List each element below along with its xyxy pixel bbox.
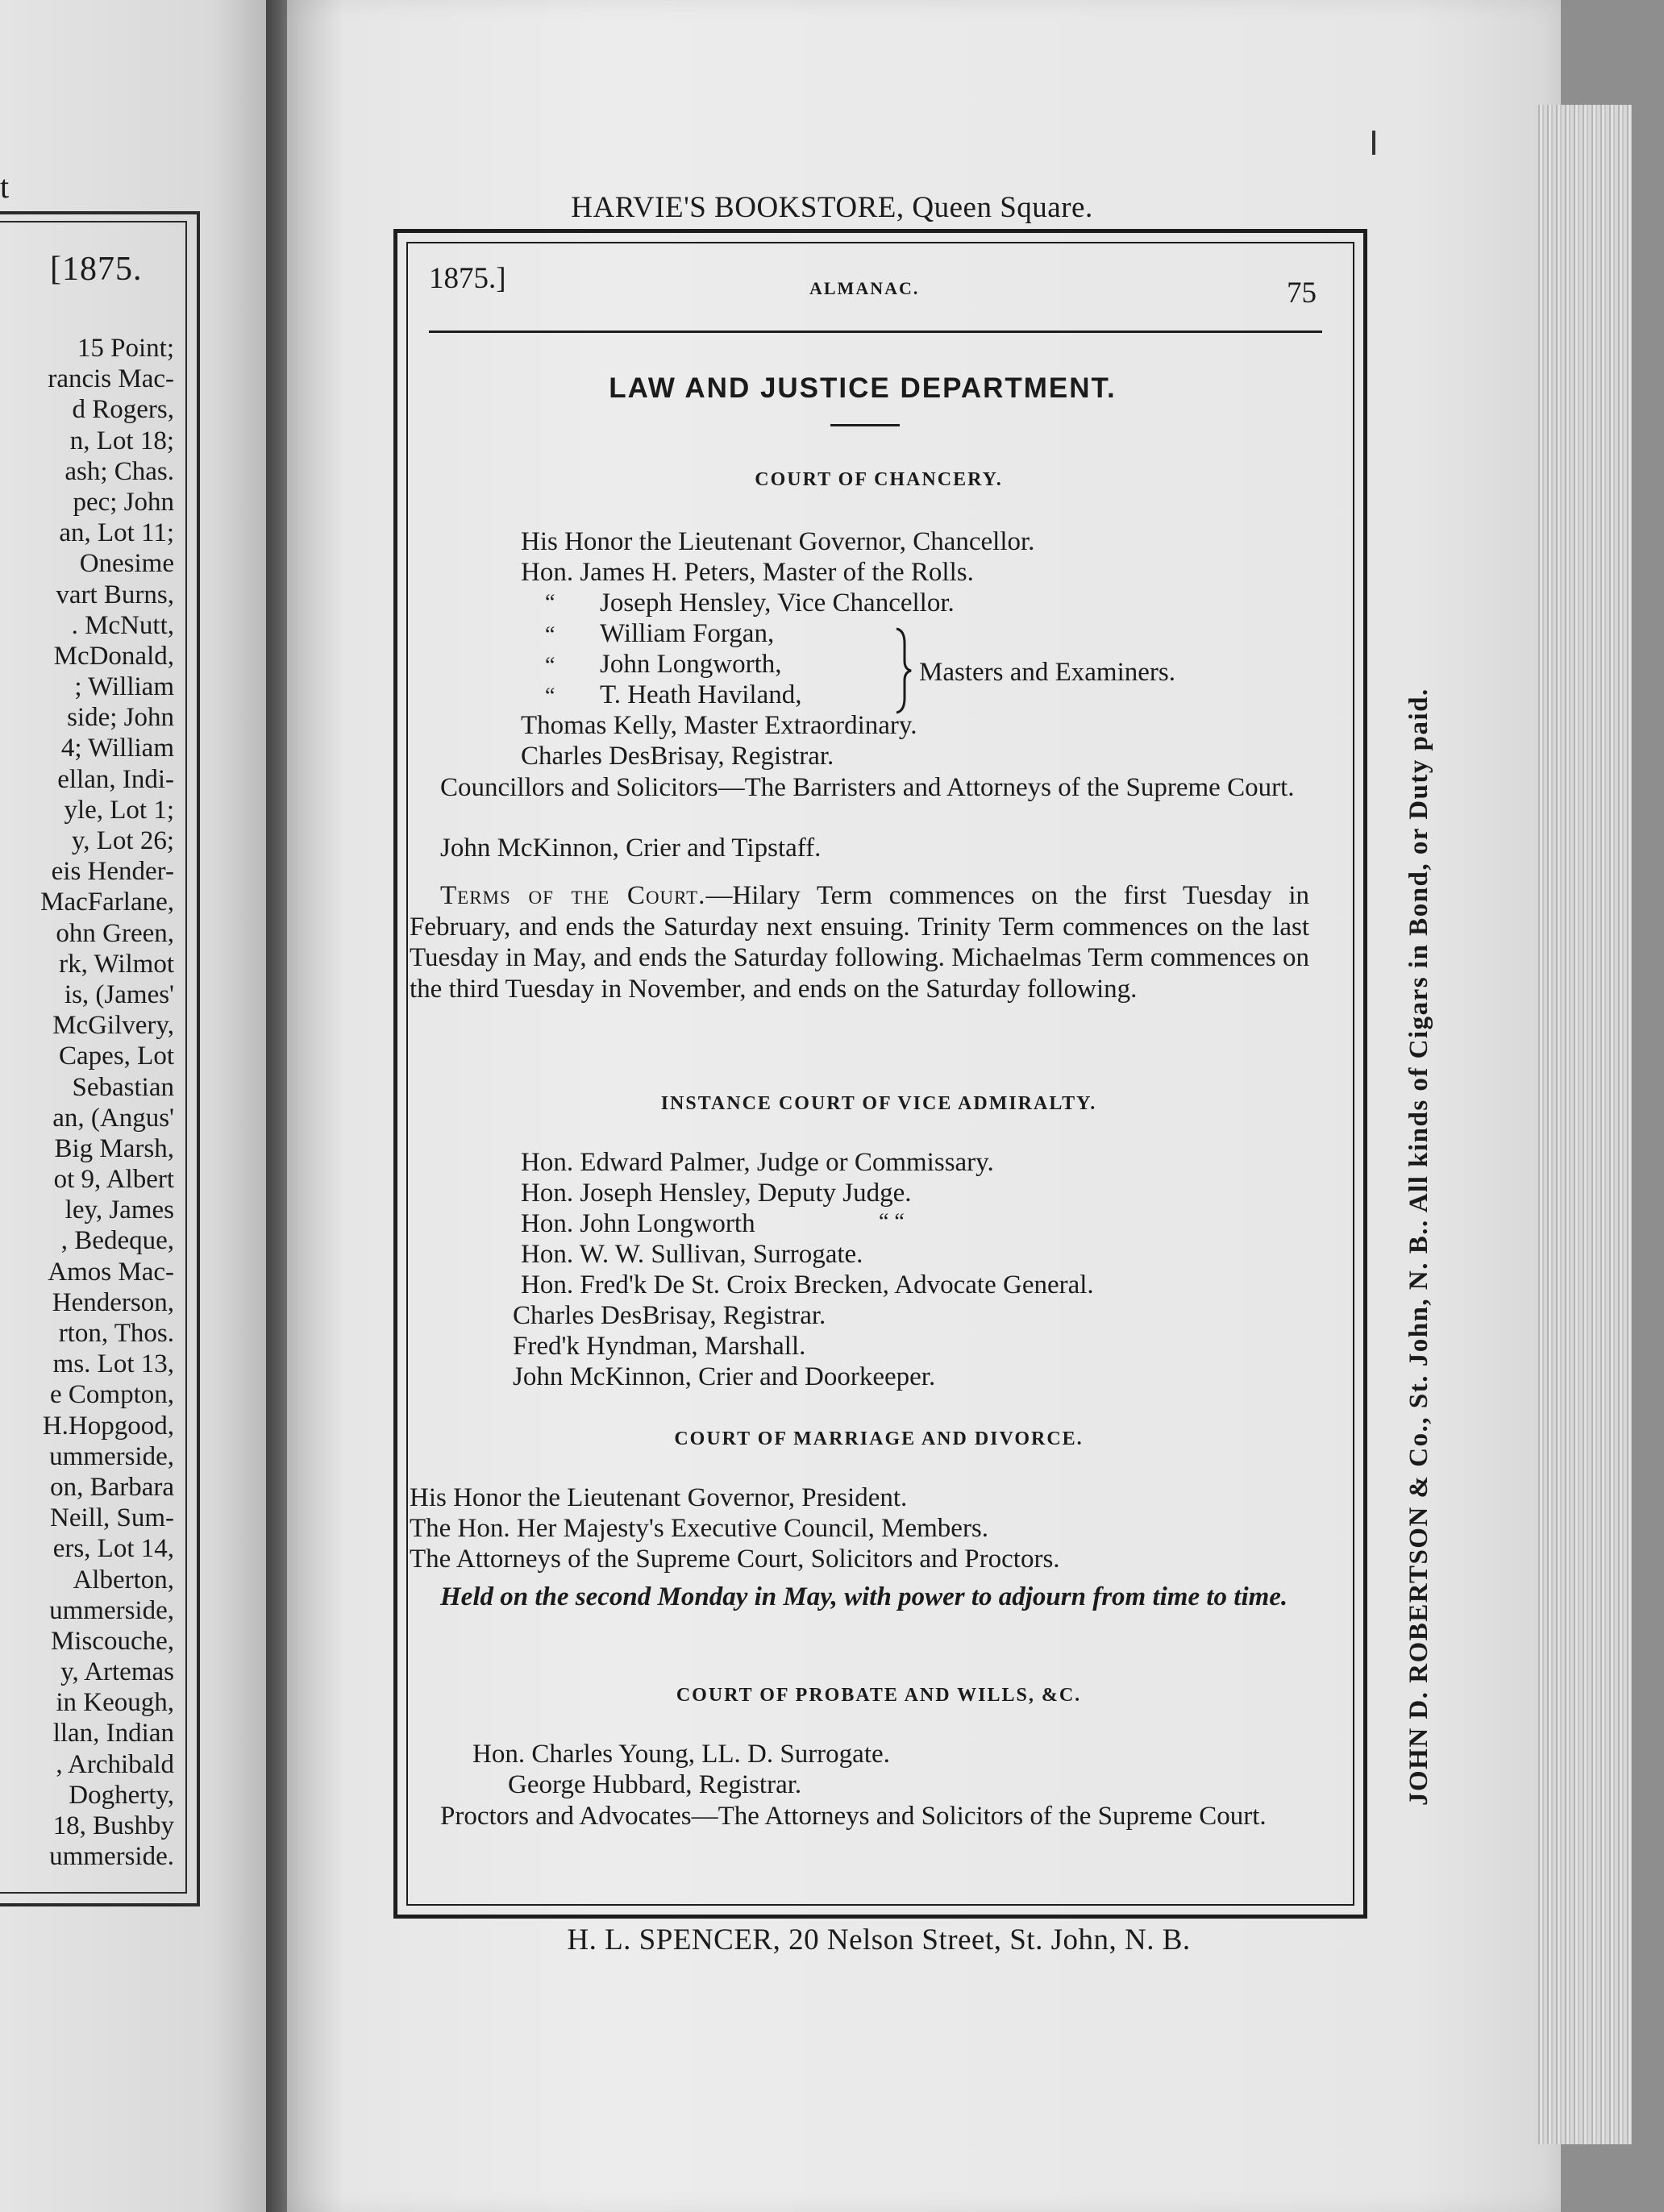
- marriage-note: Held on the second Monday in May, with power to adjourn from time to time.: [440, 1582, 1288, 1611]
- terms-lead: Terms of the Court.: [440, 881, 706, 910]
- page-number: 75: [1287, 276, 1317, 310]
- header-rule: [429, 331, 1322, 333]
- left-page-line: , Bedeque,: [60, 1226, 174, 1256]
- chancery-line: Joseph Hensley, Vice Chancellor.: [600, 588, 955, 617]
- vice-admiralty-line: Hon. Edward Palmer, Judge or Commissary.: [521, 1148, 994, 1177]
- terms-paragraph: [410, 880, 1309, 1004]
- chancery-line: William Forgan,: [600, 619, 775, 648]
- chancery-line: T. Heath Haviland,: [600, 680, 802, 709]
- left-page-line: rk, Wilmot: [59, 949, 174, 979]
- councillors-paragraph: Councillors and Solicitors—The Barristers and Attorneys of the Supreme Court.: [440, 773, 1295, 802]
- left-page-line: ms. Lot 13,: [52, 1349, 174, 1379]
- left-page-line: ley, James: [64, 1195, 174, 1225]
- chancery-line: Thomas Kelly, Master Extraordinary.: [521, 711, 917, 740]
- ditto-mark: “: [545, 653, 555, 678]
- left-page-line: McDonald,: [53, 641, 174, 671]
- left-page-line: is, (James': [64, 979, 174, 1009]
- left-page-line: eis Hender-: [51, 857, 174, 887]
- page-mark: [1372, 131, 1375, 155]
- left-page-line: ; William: [74, 672, 174, 702]
- bottom-advertisement: H. L. SPENCER, 20 Nelson Street, St. John, N. B.: [567, 1923, 1191, 1956]
- left-page-line: y, Artemas: [60, 1657, 174, 1687]
- top-advertisement: HARVIE'S BOOKSTORE, Queen Square.: [571, 191, 1093, 224]
- left-page-edge-letter: t: [0, 168, 10, 205]
- probate-heading: COURT OF PROBATE AND WILLS, &C.: [676, 1685, 1082, 1706]
- left-page-line: Henderson,: [52, 1287, 174, 1317]
- vice-admiralty-line: Fred'k Hyndman, Marshall.: [513, 1332, 806, 1361]
- header-title: ALMANAC.: [809, 278, 920, 298]
- left-page-line: Sebastian: [72, 1072, 174, 1102]
- left-page-line: , Archibald: [56, 1749, 174, 1779]
- left-page-line: . McNutt,: [71, 610, 174, 640]
- probate-line: George Hubbard, Registrar.: [508, 1770, 802, 1799]
- left-page-line: 18, Bushby: [52, 1811, 174, 1840]
- vice-admiralty-line: Hon. John Longworth: [521, 1209, 755, 1238]
- left-page-line: Big Marsh,: [54, 1133, 174, 1163]
- vice-admiralty-line: Hon. Fred'k De St. Croix Brecken, Advocate General.: [521, 1270, 1094, 1299]
- header-year: 1875.]: [429, 262, 506, 295]
- left-page-line: an, Lot 11;: [59, 518, 174, 548]
- marriage-line: The Hon. Her Majesty's Executive Council, Members.: [410, 1514, 989, 1543]
- left-page-line: Amos Mac-: [48, 1257, 174, 1287]
- ditto-mark: “: [545, 684, 555, 709]
- vice-admiralty-line: John McKinnon, Crier and Doorkeeper.: [513, 1362, 936, 1391]
- left-page-line: ot 9, Albert: [53, 1165, 174, 1195]
- left-page-line: Onesime: [79, 549, 174, 579]
- ditto-marks: “ “: [879, 1209, 905, 1234]
- masters-examiners-label: Masters and Examiners.: [919, 658, 1175, 687]
- left-page-line: on, Barbara: [50, 1472, 174, 1502]
- vice-admiralty-heading: INSTANCE COURT OF VICE ADMIRALTY.: [660, 1093, 1097, 1114]
- left-page-year: [1875.: [50, 251, 143, 288]
- page-edges: [1535, 105, 1632, 2144]
- left-page-line: H.Hopgood,: [42, 1411, 174, 1441]
- proctors-paragraph: Proctors and Advocates—The Attorneys and Solicitors of the Supreme Court.: [440, 1802, 1267, 1831]
- left-page-line: MacFarlane,: [40, 888, 174, 917]
- left-page-line: side; John: [67, 703, 174, 733]
- department-title: LAW AND JUSTICE DEPARTMENT.: [609, 372, 1117, 404]
- left-page-line: Alberton,: [73, 1565, 174, 1595]
- page-border-inner: [406, 242, 1354, 1906]
- marriage-line: His Honor the Lieutenant Governor, President.: [410, 1483, 908, 1512]
- left-page-line: rton, Thos.: [58, 1319, 174, 1348]
- probate-line: Hon. Charles Young, LL. D. Surrogate.: [472, 1740, 890, 1769]
- left-page-line: y, Lot 26;: [71, 826, 174, 855]
- left-page-line: 15 Point;: [77, 334, 174, 363]
- crier-line: John McKinnon, Crier and Tipstaff.: [440, 834, 822, 863]
- left-page-line: n, Lot 18;: [69, 426, 174, 455]
- left-page-line: d Rogers,: [72, 395, 174, 425]
- left-page-line: llan, Indian: [52, 1719, 174, 1748]
- vice-admiralty-line: Charles DesBrisay, Registrar.: [513, 1301, 826, 1330]
- left-page-text: [0, 333, 174, 1872]
- left-page-line: ash; Chas.: [64, 456, 174, 486]
- left-page-line: ummerside.: [49, 1842, 174, 1872]
- left-page-line: e Compton,: [50, 1380, 174, 1410]
- left-page-line: ellan, Indi-: [57, 764, 174, 794]
- chancery-line: Charles DesBrisay, Registrar.: [521, 742, 834, 771]
- vice-admiralty-line: Hon. W. W. Sullivan, Surrogate.: [521, 1240, 863, 1269]
- left-page-line: ohn Green,: [56, 918, 174, 948]
- side-advertisement: JOHN D. ROBERTSON & Co., St. John, N. B.. All kinds of Cigars in Bond, or Duty paid.: [1404, 688, 1433, 1806]
- left-page-line: vart Burns,: [56, 580, 174, 609]
- title-rule: [830, 424, 900, 426]
- left-page-line: McGilvery,: [52, 1011, 174, 1041]
- ditto-mark: “: [545, 622, 555, 647]
- left-page-line: 4; William: [60, 734, 174, 763]
- marriage-heading: COURT OF MARRIAGE AND DIVORCE.: [674, 1428, 1084, 1449]
- chancery-line: John Longworth,: [600, 650, 782, 679]
- left-page-line: Neill, Sum-: [50, 1503, 174, 1533]
- left-page-line: Miscouche,: [50, 1626, 174, 1656]
- brace-icon: [893, 627, 914, 714]
- chancery-line: Hon. James H. Peters, Master of the Rolls.: [521, 558, 974, 587]
- vice-admiralty-line: Hon. Joseph Hensley, Deputy Judge.: [521, 1179, 912, 1208]
- left-page-line: ummerside,: [49, 1441, 174, 1471]
- chancery-heading: COURT OF CHANCERY.: [755, 469, 1003, 490]
- chancery-line: His Honor the Lieutenant Governor, Chancellor.: [521, 527, 1035, 556]
- ditto-mark: “: [545, 590, 555, 615]
- left-page-line: ers, Lot 14,: [52, 1534, 174, 1564]
- terms-text: —Hilary Term commences on the first Tuesday in February, and ends the Saturday next ensuing. Trinity Term commences on the last Tuesday in May, and ends the Saturday following. Michaelmas Term commences on the third Tuesday in November, and ends on the Saturday following.: [410, 881, 1309, 1004]
- left-page-line: ummerside,: [49, 1595, 174, 1625]
- left-page-line: yle, Lot 1;: [64, 795, 174, 825]
- marriage-line: The Attorneys of the Supreme Court, Solicitors and Proctors.: [410, 1545, 1060, 1574]
- left-page-line: rancis Mac-: [48, 364, 174, 394]
- left-page-line: pec; John: [73, 487, 174, 517]
- left-page-line: in Keough,: [56, 1688, 174, 1718]
- left-page-line: an, (Angus': [52, 1103, 174, 1133]
- left-page-line: Dogherty,: [69, 1780, 174, 1810]
- left-page-line: Capes, Lot: [59, 1042, 174, 1071]
- left-page: [0, 0, 266, 2212]
